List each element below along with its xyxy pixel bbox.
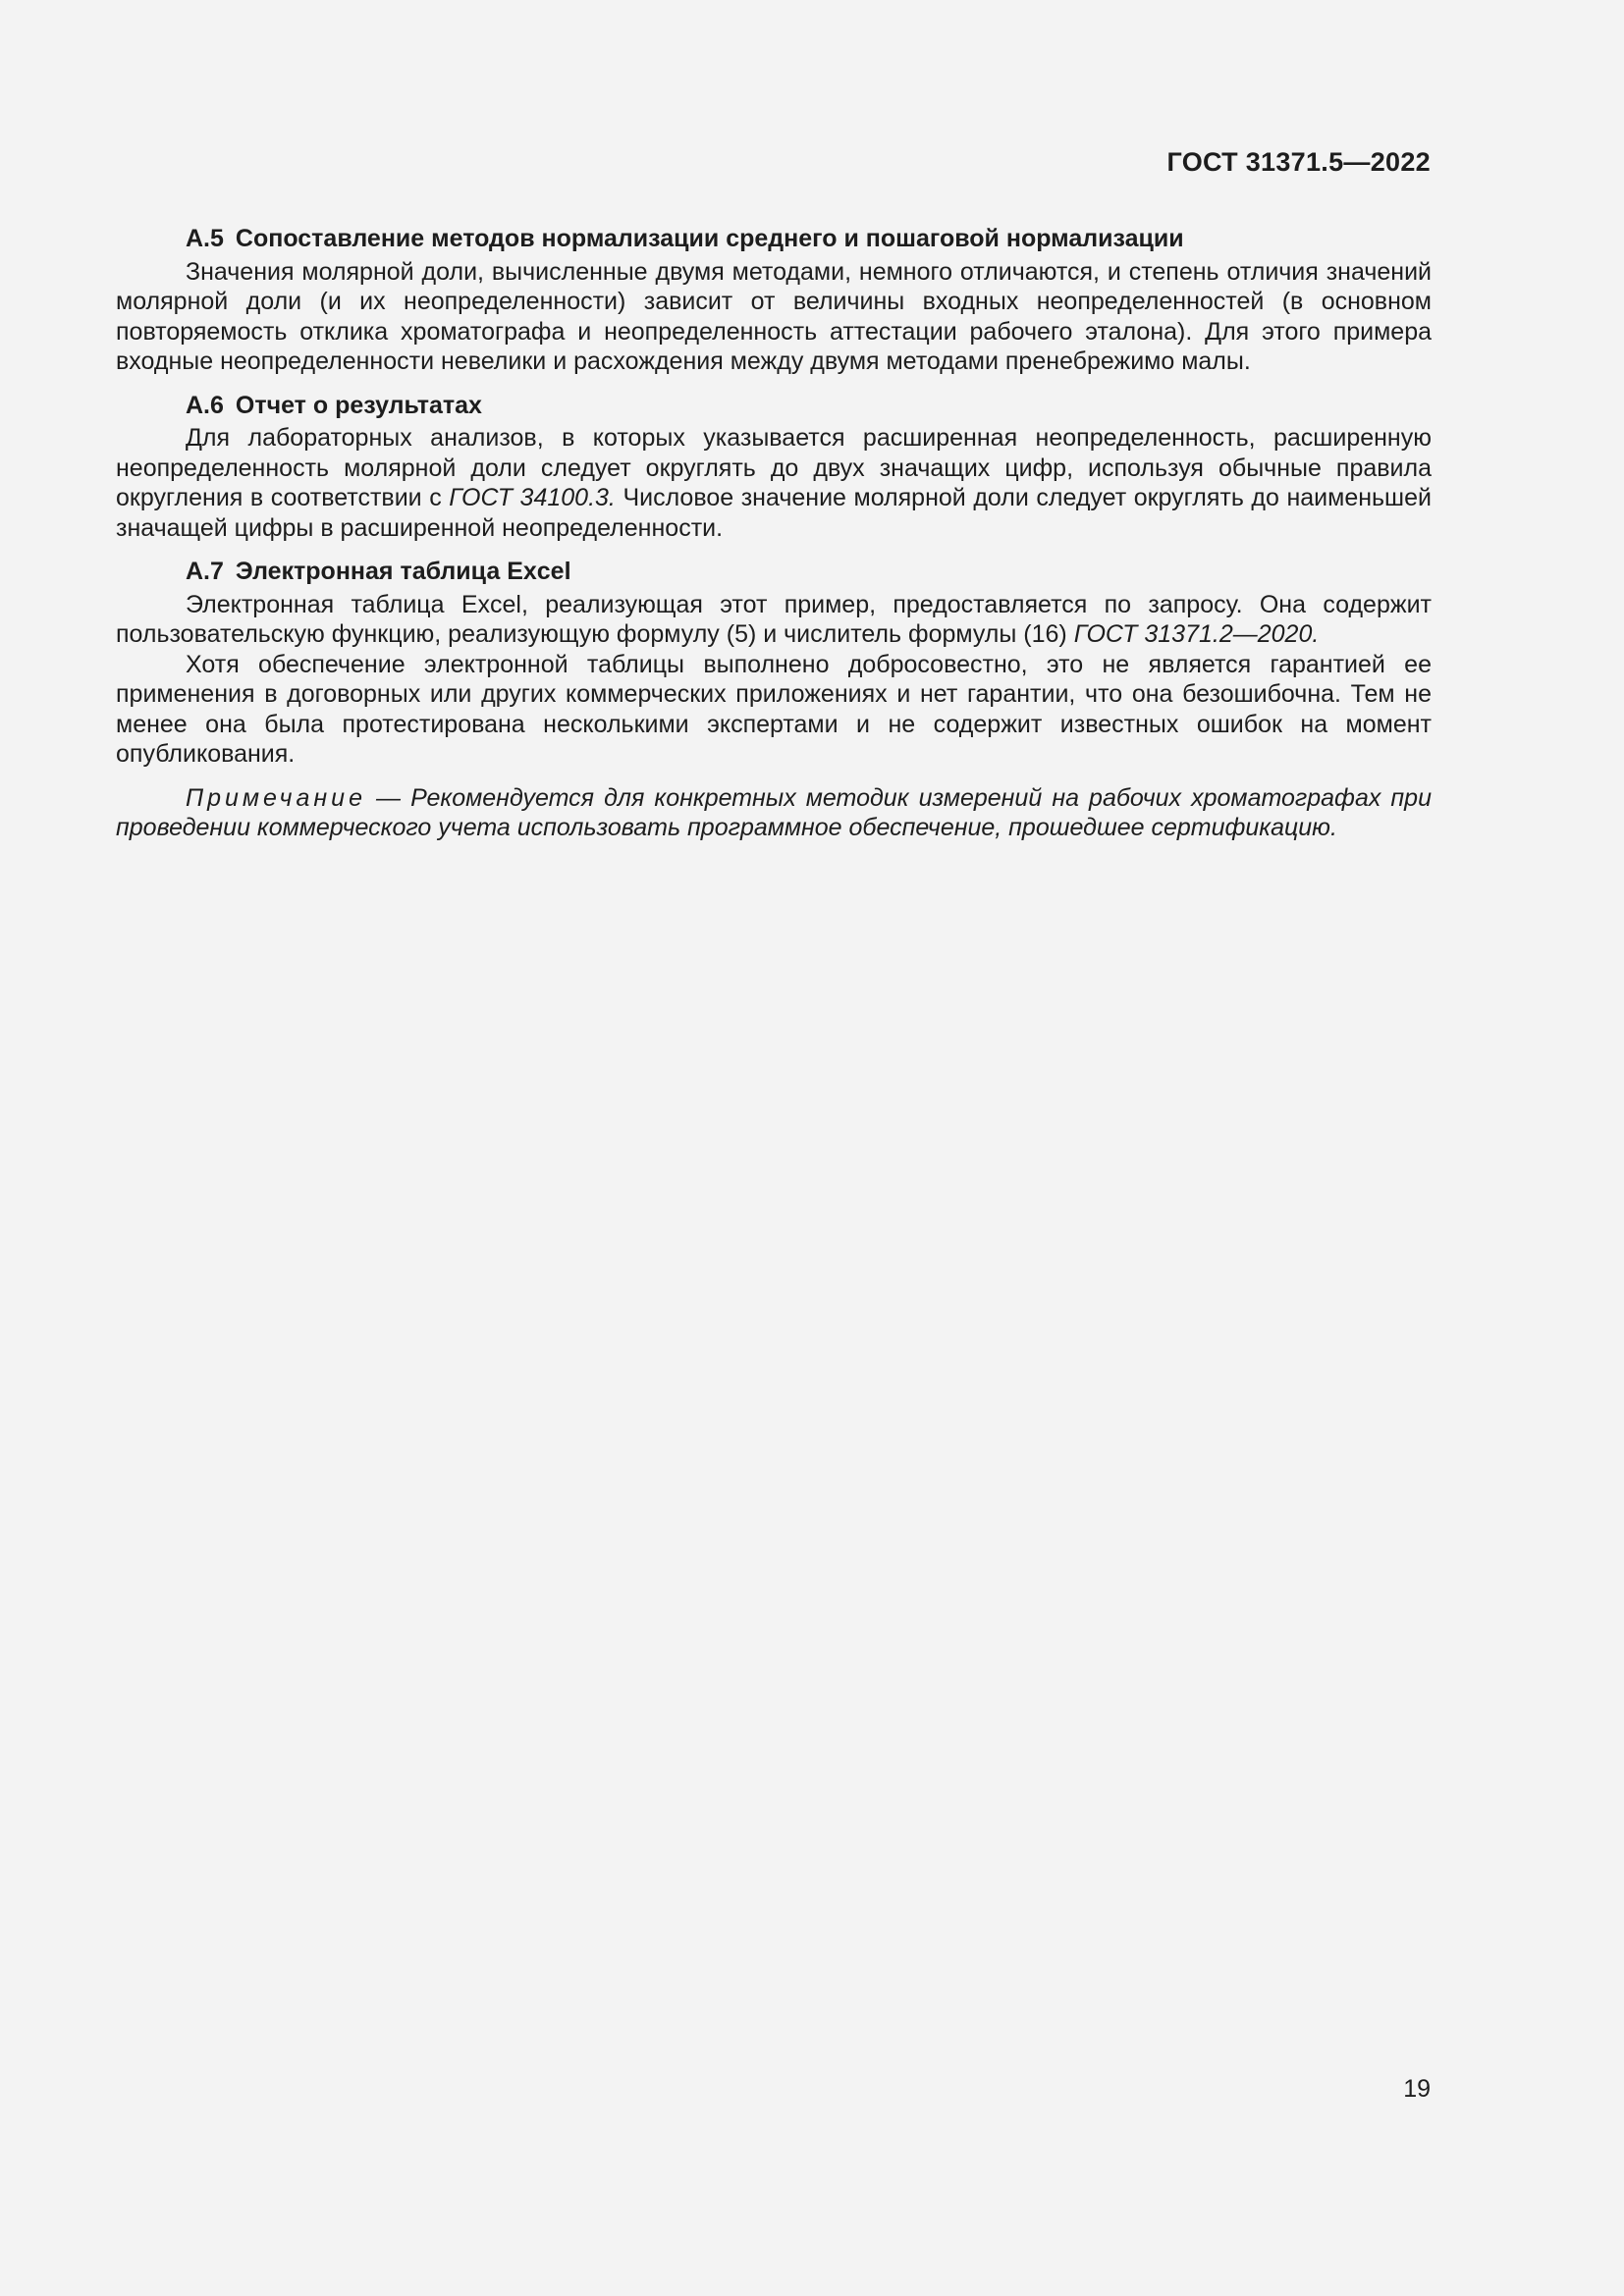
- document-body: [116, 224, 1432, 843]
- section-title: Отчет о результатах: [235, 391, 482, 419]
- section-title: Сопоставление методов нормализации среднего и пошаговой нормализации: [235, 225, 1184, 252]
- section-heading: [116, 391, 1432, 421]
- section-heading: [116, 224, 1432, 254]
- standard-reference: ГОСТ 34100.3.: [449, 484, 616, 511]
- standard-reference: ГОСТ 31371.2—2020.: [1073, 620, 1320, 648]
- section-heading: [116, 557, 1432, 587]
- section-number: А.6: [186, 391, 224, 419]
- paragraph-text: Для лабораторных анализов, в которых указывается расширенная неопределенность, расширенную неопределенность молярной доли следует округлять до двух значащих цифр, используя обычные правила округления в соответствии с: [116, 424, 1432, 511]
- section-a6: [116, 391, 1432, 544]
- note-label: Примечание: [186, 783, 366, 812]
- document-header: ГОСТ 31371.5—2022: [1166, 147, 1431, 177]
- note-text: — Рекомендуется для конкретных методик измерений на рабочих хроматографах при проведении коммерческого учета использовать программное обеспечение, прошедшее сертификацию.: [116, 783, 1432, 841]
- section-title: Электронная таблица Excel: [235, 558, 571, 585]
- section-number: А.7: [186, 558, 224, 585]
- note: [116, 783, 1432, 843]
- paragraph-text: Числовое значение молярной доли следует округлять до наименьшей значащей цифры в расширенной неопределенности.: [116, 484, 1432, 542]
- section-number: А.5: [186, 225, 224, 252]
- paragraph-text: Электронная таблица Excel, реализующая этот пример, предоставляется по запросу. Она содержит пользовательскую функцию, реализующую формулу (5) и числитель формулы (16): [116, 590, 1432, 648]
- paragraph: [116, 590, 1432, 650]
- paragraph: Хотя обеспечение электронной таблицы выполнено добросовестно, это не является гарантией ее применения в договорных или других коммерческих приложениях и нет гарантии, что она безошибочна. Тем не менее она была протестирована несколькими экспертами и не содержит известных ошибок на момент опубликования.: [116, 650, 1432, 768]
- paragraph: Значения молярной доли, вычисленные двумя методами, немного отличаются, и степень отличия значений молярной доли (и их неопределенности) зависит от величины входных неопределенностей (в основном повторяемость отклика хроматографа и неопределенность аттестации рабочего эталона). Для этого примера входные неопределенности невелики и расхождения между двумя методами пренебрежимо малы.: [116, 257, 1432, 375]
- section-a5: [116, 224, 1432, 377]
- page-number: 19: [1403, 2075, 1431, 2103]
- paragraph: [116, 423, 1432, 543]
- section-a7: [116, 557, 1432, 770]
